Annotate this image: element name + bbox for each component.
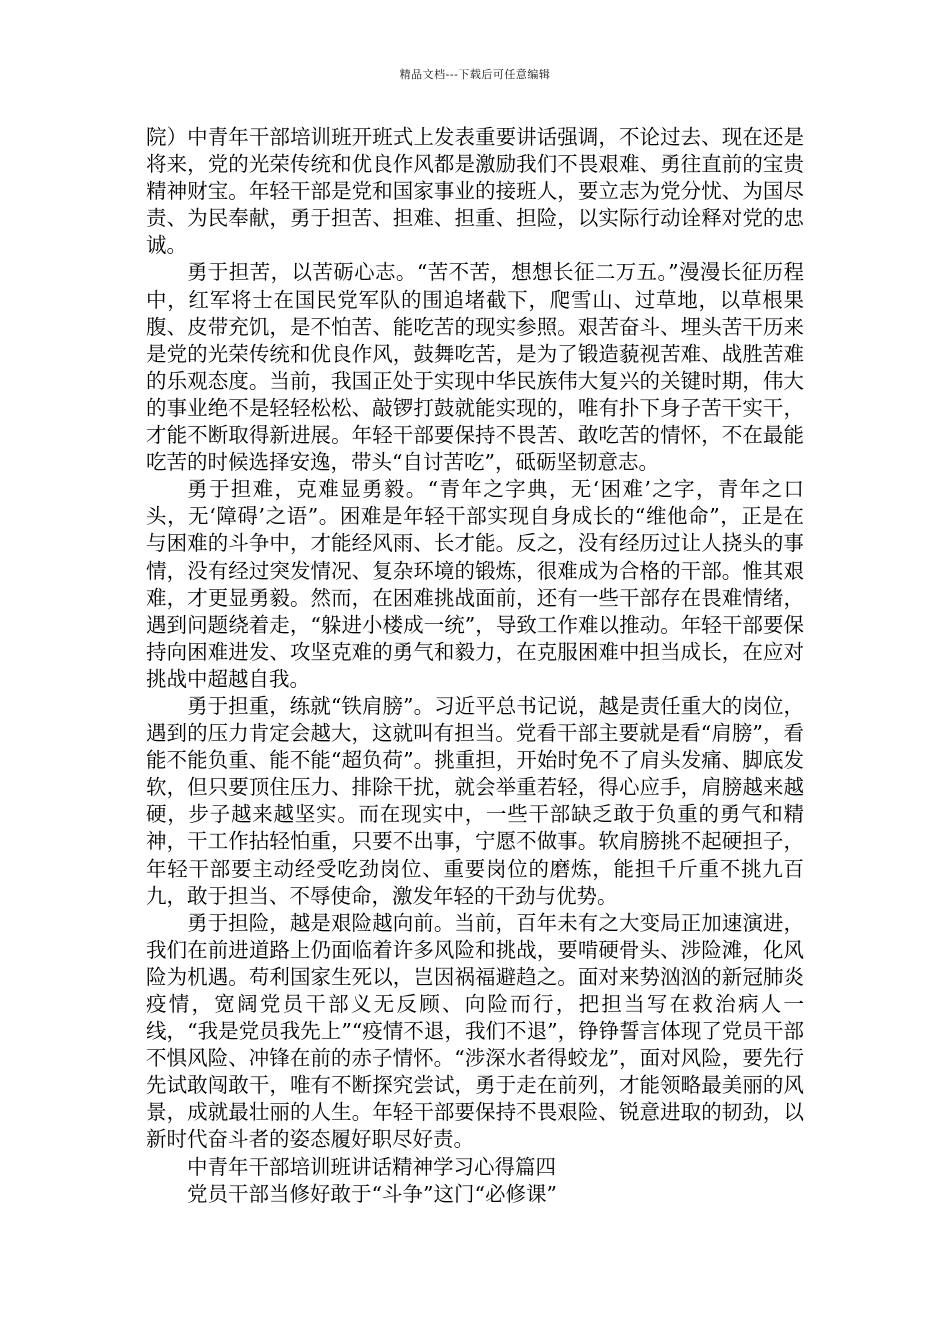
page-header: 精品文档---下载后可任意编辑: [399, 68, 551, 81]
paragraph-bear-difficulty: 勇于担难，克难显勇毅。“青年之字典，无‘困难’之字，青年之口头，无‘障碍’之语”。困难是年轻干部实现自身成长的“维他命”，正是在与困难的斗争中，才能经风雨、长才能。反之，没有经历过让人挠头的事情，没有经过突发情况、复杂环境的锻炼，很难成为合格的干部。惟其艰难，才更显勇毅。然而，在困难挑战面前，还有一些干部存在畏难情绪，遇到问题绕着走，“躲进小楼成一统”，导致工作难以推动。年轻干部要保持向困难进发、攻坚克难的勇气和毅力，在克服困难中担当成长，在应对挑战中超越自我。: [146, 477, 804, 691]
section-title: 中青年干部培训班讲话精神学习心得篇四: [187, 1154, 556, 1179]
article-title: 党员干部当修好敢于“斗争”这门“必修课”: [187, 1181, 557, 1206]
paragraph-bear-risk: 勇于担险，越是艰险越向前。当前，百年未有之大变局正加速演进，我们在前进道路上仍面临着许多风险和挑战，要啃硬骨头、涉险滩，化风险为机遇。苟利国家生死以，岂因祸福避趋之。面对来势汹汹的新冠肺炎疫情，宽阔党员干部义无反顾、向险而行，把担当写在救治病人一线，“我是党员我先上”“疫情不退，我们不退”，铮铮誓言体现了党员干部不惧风险、冲锋在前的赤子情怀。“涉深水者得蛟龙”，面对风险，要先行先试敢闯敢干，唯有不断探究尝试，勇于走在前列，才能领略最美丽的风景，成就最壮丽的人生。年轻干部要保持不畏艰险、锐意进取的韧劲，以新时代奋斗者的姿态履好职尽好责。: [146, 910, 804, 1152]
document-body: [146, 124, 804, 1208]
paragraph-intro-continued: 院）中青年干部培训班开班式上发表重要讲话强调，不论过去、现在还是将来，党的光荣传统和优良作风都是激励我们不畏艰难、勇往直前的宝贵精神财宝。年轻干部是党和国家事业的接班人，要立志为党分忧、为国尽责、为民奉献，勇于担苦、担难、担重、担险，以实际行动诠释对党的忠诚。: [146, 125, 804, 258]
paragraph-bear-burden: 勇于担重，练就“铁肩膀”。习近平总书记说，越是责任重大的岗位，遇到的压力肯定会越大，这就叫有担当。党看干部主要就是看“肩膀”，看能不能负重、能不能“超负荷”。挑重担，开始时免不了肩头发痛、脚底发软，但只要顶住压力、排除干扰，就会举重若轻，得心应手，肩膀越来越硬，步子越来越坚实。而在现实中，一些干部缺乏敢于负重的勇气和精神，干工作拈轻怕重，只要不出事，宁愿不做事。软肩膀挑不起硬担子，年轻干部要主动经受吃劲岗位、重要岗位的磨炼，能担千斤重不挑九百九，敢于担当、不辱使命，激发年轻的干劲与优势。: [146, 693, 804, 908]
paragraph-bear-hardship: 勇于担苦，以苦砺心志。“苦不苦，想想长征二万五。”漫漫长征历程中，红军将士在国民党军队的围追堵截下，爬雪山、过草地，以草根果腹、皮带充饥，是不怕苦、能吃苦的现实参照。艰苦奋斗、埋头苦干历来是党的光荣传统和优良作风，鼓舞吃苦，是为了锻造藐视苦难、战胜苦难的乐观态度。当前，我国正处于实现中华民族伟大复兴的关键时期，伟大的事业绝不是轻轻松松、敲锣打鼓就能实现的，唯有扑下身子苦干实干，才能不断取得新进展。年轻干部要保持不畏苦、敢吃苦的情怀，不在最能吃苦的时候选择安逸，带头“自讨苦吃”，砥砺坚韧意志。: [146, 260, 804, 475]
